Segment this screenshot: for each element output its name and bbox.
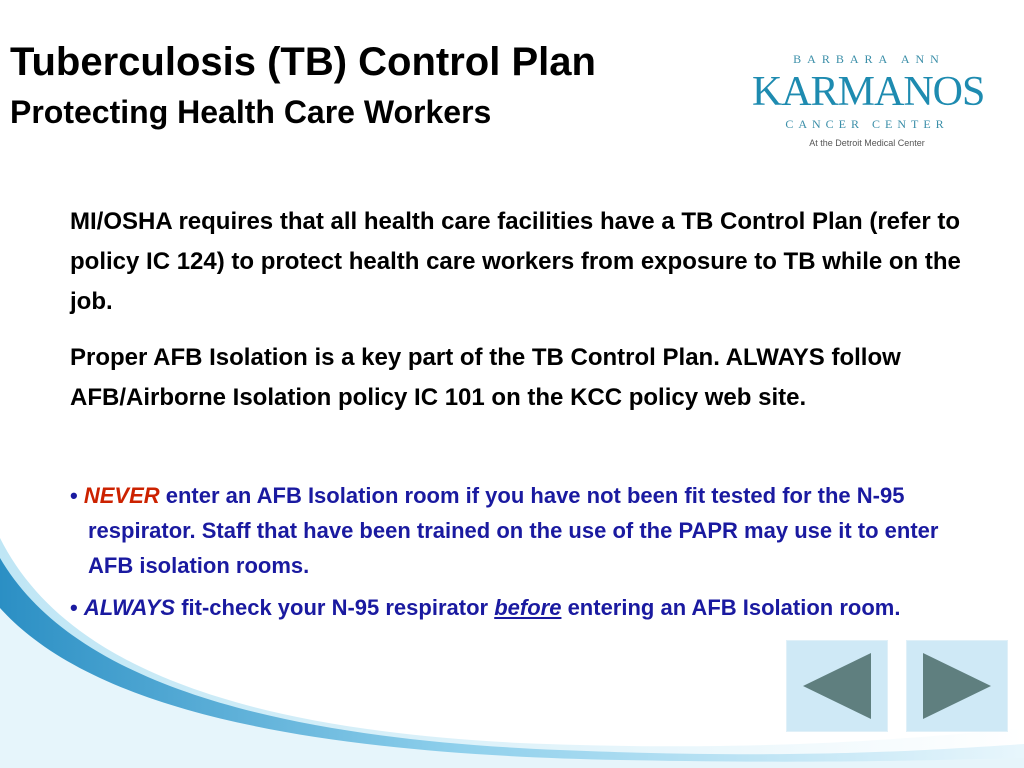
paragraph-afb-isolation: Proper AFB Isolation is a key part of the TB Control Plan. ALWAYS follow AFB/Airborne Isolation policy IC 101 on the KCC policy web site. xyxy=(70,344,901,411)
karmanos-logo xyxy=(752,52,985,152)
bullet-always-end: entering an AFB Isolation room. xyxy=(561,595,901,620)
next-slide-button[interactable] xyxy=(906,640,1008,732)
bullet-always xyxy=(70,590,988,625)
bullet-never-lead: NEVER xyxy=(83,483,160,508)
bullet-never-text: enter an AFB Isolation room if you have not been fit tested for the N-95 respirator. Staff that have been trained on the use of the PAPR may use it to enter AFB isolation rooms. xyxy=(88,483,939,578)
previous-slide-button[interactable] xyxy=(786,640,888,732)
arrow-right-icon xyxy=(907,641,1007,731)
logo-sub-text: CANCER CENTER xyxy=(785,117,949,131)
paragraph-osha: MI/OSHA requires that all health care facilities have a TB Control Plan (refer to policy IC 124) to protect health care workers from exposure to TB while on the job. xyxy=(70,208,961,315)
bullet-marker: • xyxy=(70,595,78,620)
logo-top-text: BARBARA ANN xyxy=(793,52,945,66)
bullet-always-emphasis: before xyxy=(494,595,562,620)
logo-main-text: KARMANOS xyxy=(752,69,985,115)
bullet-always-text: fit-check your N-95 respirator xyxy=(175,595,495,620)
arrow-left-icon xyxy=(787,641,887,731)
bullet-marker: • xyxy=(70,483,78,508)
slide-title: Tuberculosis (TB) Control Plan xyxy=(10,40,596,84)
bullet-never xyxy=(70,478,988,583)
slide-subtitle: Protecting Health Care Workers xyxy=(10,94,492,130)
logo-tagline: At the Detroit Medical Center xyxy=(809,138,925,148)
bullet-always-lead: ALWAYS xyxy=(83,595,176,620)
